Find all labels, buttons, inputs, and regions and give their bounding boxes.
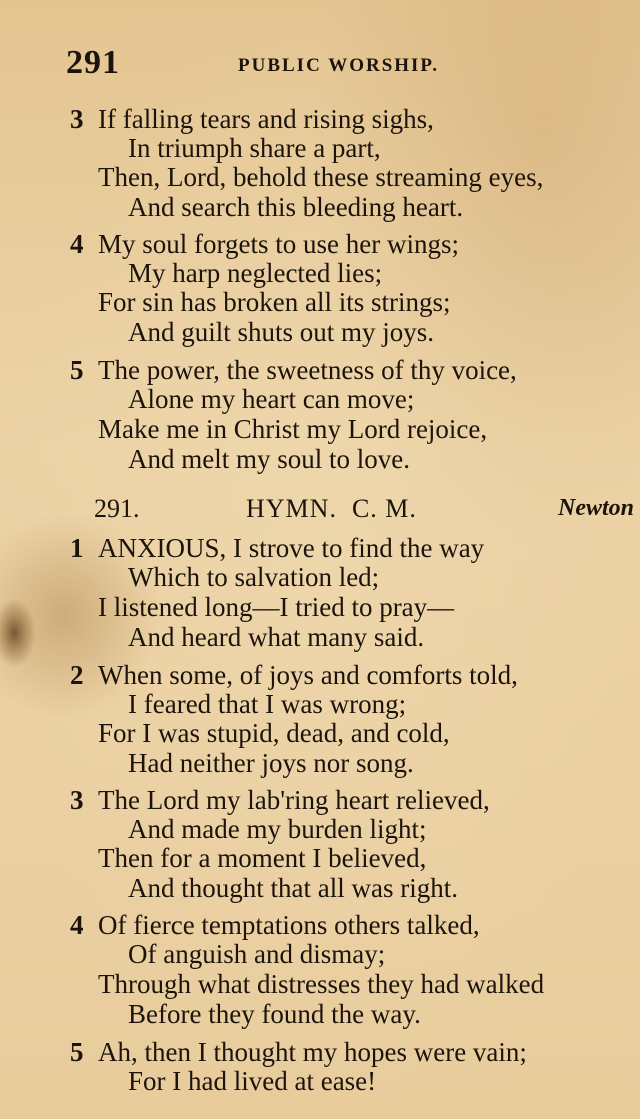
verse-line: My harp neglected lies; bbox=[128, 258, 383, 288]
verse-line: If falling tears and rising sighs, bbox=[98, 104, 434, 134]
verse-line: Through what distresses they had walked bbox=[98, 969, 545, 999]
verse-line: For I had lived at ease! bbox=[128, 1066, 377, 1096]
verse-line: The power, the sweetness of thy voice, bbox=[98, 355, 517, 385]
verse-line: Then, Lord, behold these streaming eyes, bbox=[98, 162, 544, 192]
verse-line: Alone my heart can move; bbox=[128, 384, 415, 414]
verse-line: Before they found the way. bbox=[128, 999, 421, 1029]
verse-line: Of fierce temptations others talked, bbox=[98, 910, 480, 940]
verse-line: Which to salvation led; bbox=[128, 562, 380, 592]
verse-line: And thought that all was right. bbox=[128, 873, 458, 903]
verse-line: For I was stupid, dead, and cold, bbox=[98, 718, 450, 748]
verse-line: When some, of joys and comforts told, bbox=[98, 660, 518, 690]
stanza-number: 3 bbox=[70, 785, 84, 815]
verse-line: Of anguish and dismay; bbox=[128, 939, 386, 969]
running-head: PUBLIC WORSHIP. bbox=[238, 55, 440, 76]
page-number: 291 bbox=[66, 44, 120, 81]
verse-line: And search this bleeding heart. bbox=[128, 192, 464, 222]
hymn-number: 291. bbox=[94, 494, 140, 523]
stanza-number: 5 bbox=[70, 355, 84, 385]
stanza-number: 4 bbox=[70, 229, 84, 259]
hymn-title: HYMN. C. M. bbox=[246, 494, 417, 523]
verse-line: I feared that I was wrong; bbox=[128, 689, 407, 719]
verse-line: My soul forgets to use her wings; bbox=[98, 229, 459, 259]
verse-line: Ah, then I thought my hopes were vain; bbox=[98, 1037, 527, 1067]
hymn-author: Newton bbox=[557, 495, 634, 521]
verse-line: The Lord my lab'ring heart relieved, bbox=[98, 785, 490, 815]
verse-line: And melt my soul to love. bbox=[128, 444, 410, 474]
verse-line: Had neither joys nor song. bbox=[128, 748, 414, 778]
stanza-number: 1 bbox=[70, 533, 84, 563]
verse-line: And heard what many said. bbox=[128, 622, 425, 652]
verse-line: Make me in Christ my Lord rejoice, bbox=[98, 414, 488, 444]
verse-line: And made my burden light; bbox=[128, 814, 427, 844]
verse-line: I listened long—I tried to pray— bbox=[98, 592, 455, 622]
page-stain bbox=[0, 598, 36, 668]
verse-line: For sin has broken all its strings; bbox=[98, 287, 451, 317]
stanza-number: 5 bbox=[70, 1037, 84, 1067]
hymn-heading bbox=[94, 496, 640, 528]
verse-line: ANXIOUS, I strove to find the way bbox=[98, 533, 485, 563]
verse-line: In triumph share a part, bbox=[128, 133, 381, 163]
verse-line: And guilt shuts out my joys. bbox=[128, 317, 435, 347]
stanza-number: 3 bbox=[70, 104, 84, 134]
stanza-number: 4 bbox=[70, 910, 84, 940]
stanza-number: 2 bbox=[70, 660, 84, 690]
verse-line: Then for a moment I believed, bbox=[98, 843, 427, 873]
page-header bbox=[66, 44, 626, 84]
